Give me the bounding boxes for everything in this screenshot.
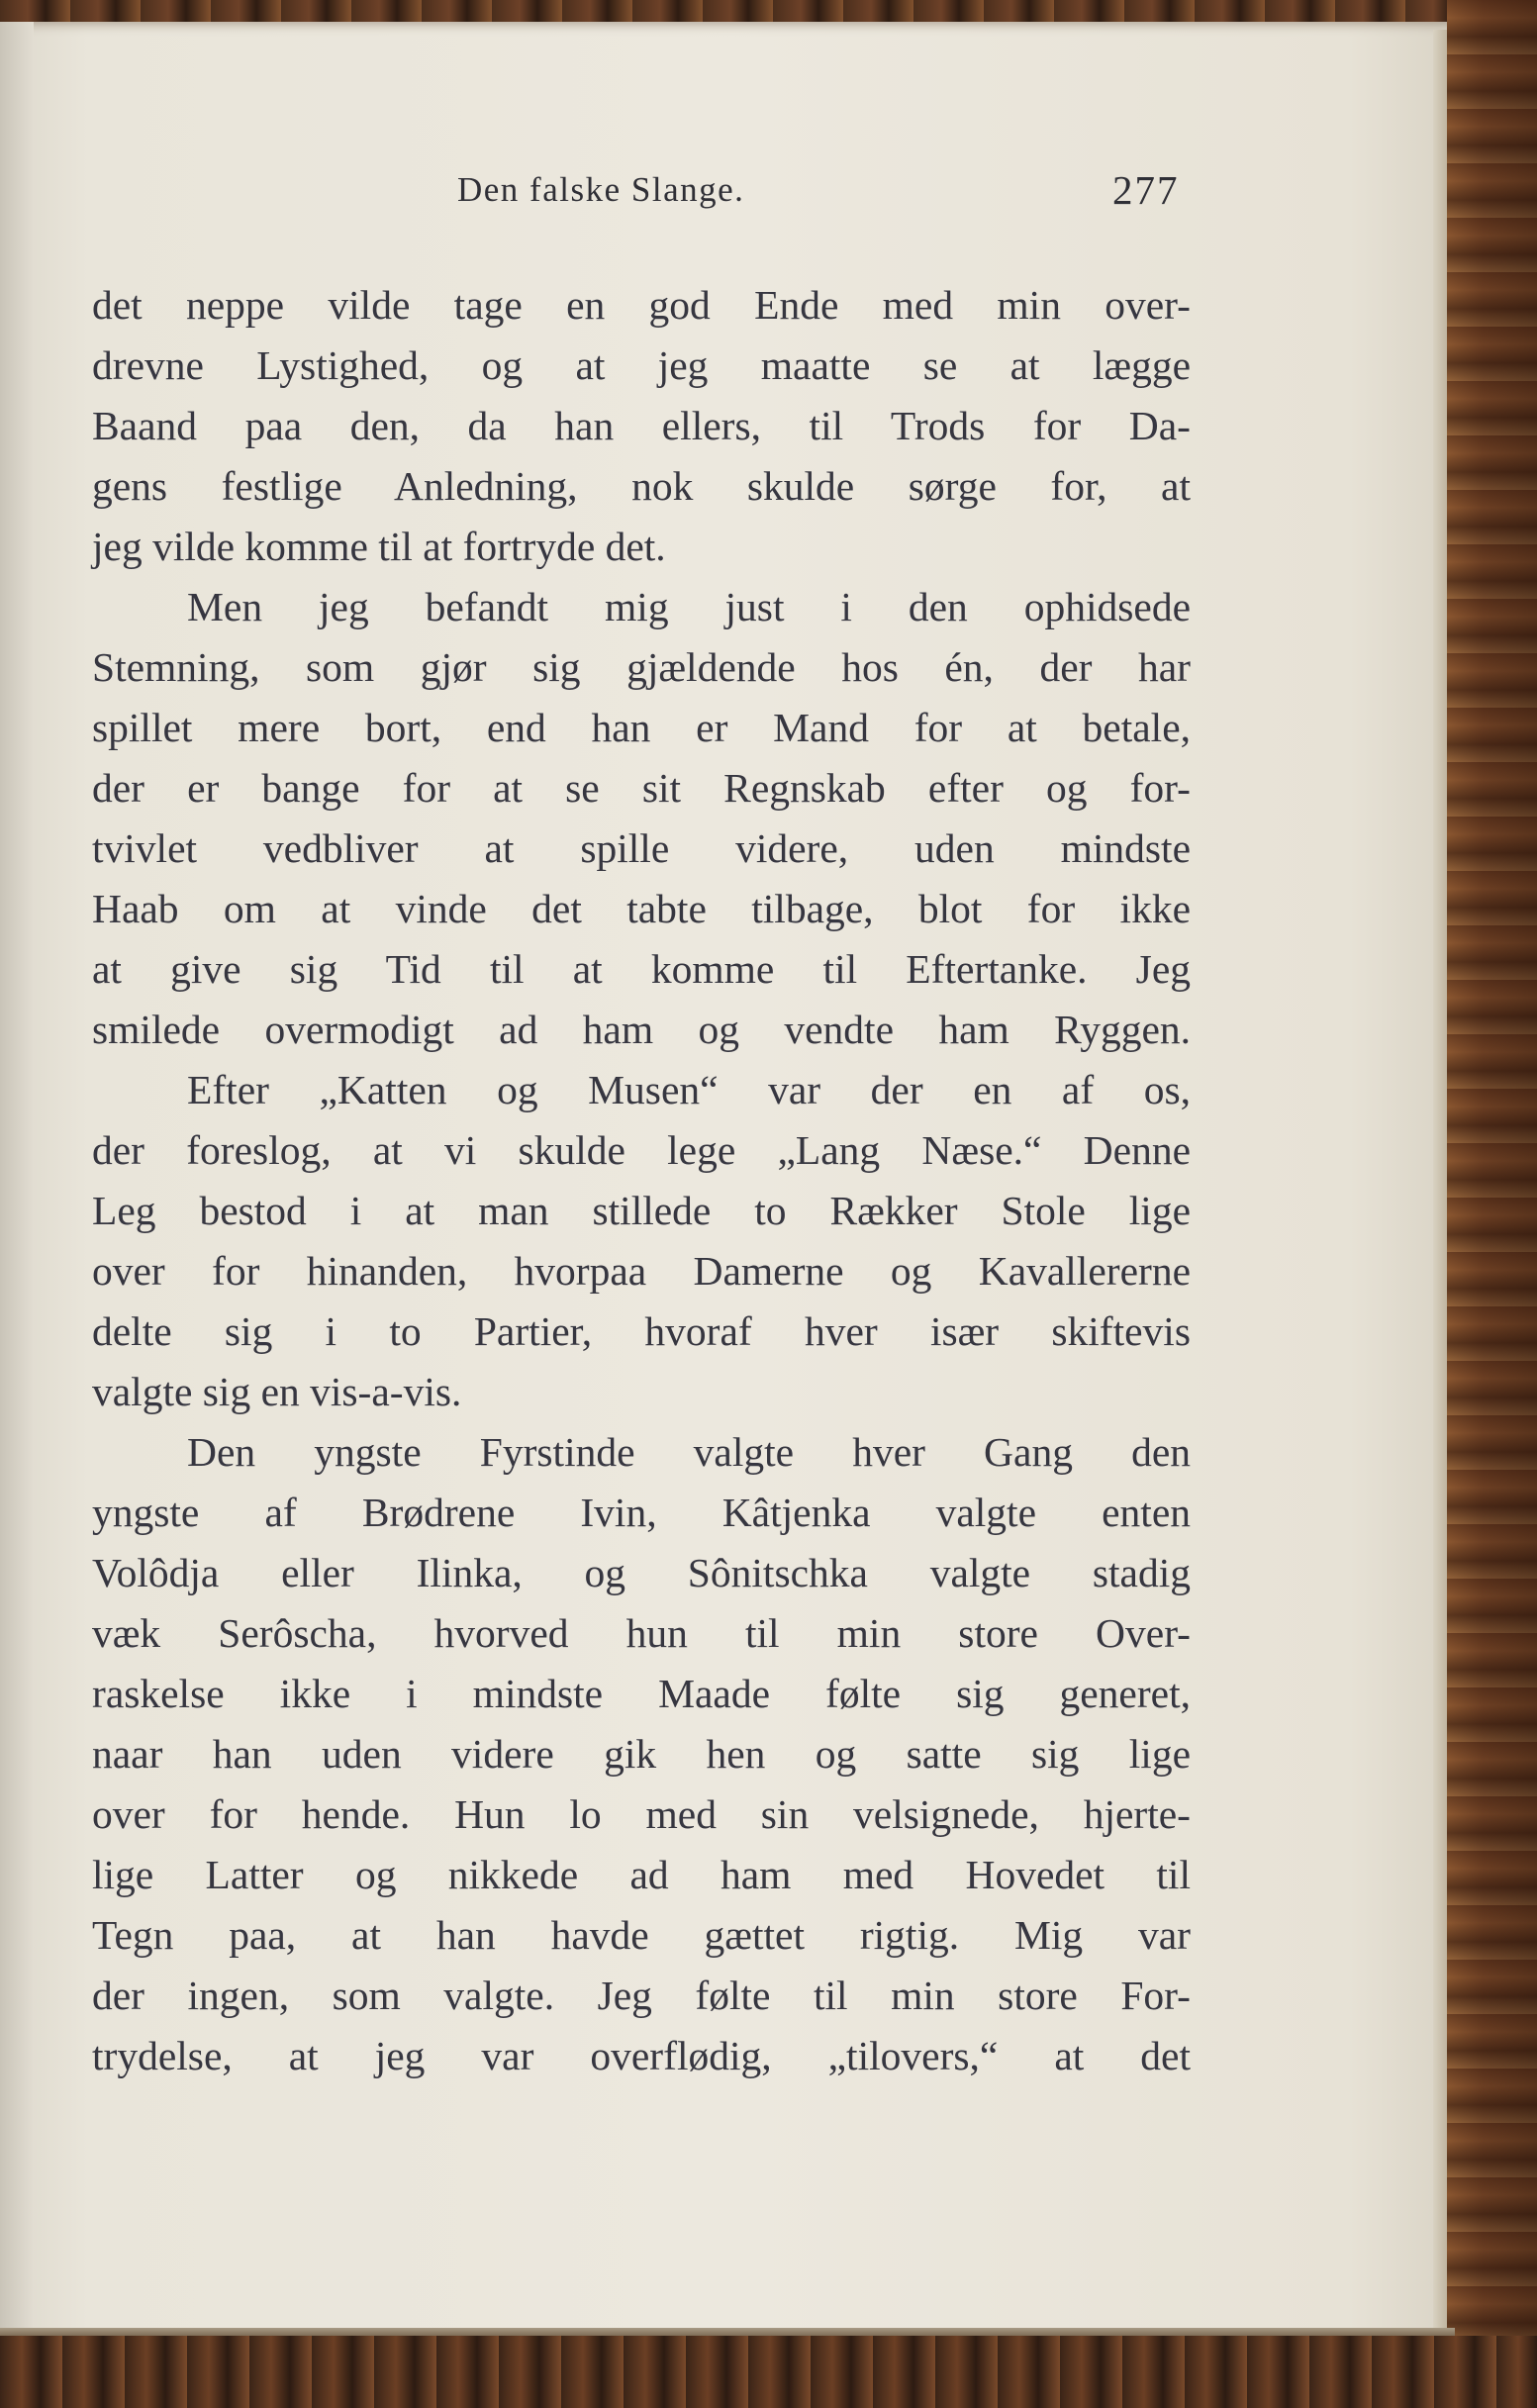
text-line: lige Latter og nikkede ad ham med Hovedet til xyxy=(92,1852,1191,1897)
text-line: at give sig Tid til at komme til Eftertanke. Jeg xyxy=(92,946,1191,992)
text-line: det neppe vilde tage en god Ende med min over- xyxy=(92,282,1191,328)
text-line: over for hende. Hun lo med sin velsignede, hjerte- xyxy=(92,1791,1191,1837)
text-line: væk Serôscha, hvorved hun til min store Over- xyxy=(92,1610,1191,1656)
text-line: Baand paa den, da han ellers, til Trods for Da- xyxy=(92,403,1191,448)
page-header xyxy=(0,166,1465,226)
text-line: Efter „Katten og Musen“ var der en af os, xyxy=(187,1067,1191,1112)
text-line: Haab om at vinde det tabte tilbage, blot for ikke xyxy=(92,886,1191,931)
book-spine xyxy=(1447,0,1537,2408)
text-line: trydelse, at jeg var overflødig, „tilovers,“ at det xyxy=(92,2033,1191,2078)
page-number: 277 xyxy=(1112,167,1180,213)
text-line: naar han uden videre gik hen og satte sig lige xyxy=(92,1731,1191,1777)
text-line: Den yngste Fyrstinde valgte hver Gang den xyxy=(187,1429,1191,1475)
binding-shadow xyxy=(0,22,34,2362)
text-line: der er bange for at se sit Regnskab efter og for- xyxy=(92,765,1191,811)
text-line: delte sig i to Partier, hvoraf hver især skiftevis xyxy=(92,1308,1191,1354)
text-line: raskelse ikke i mindste Maade følte sig generet, xyxy=(92,1671,1191,1716)
text-line: Tegn paa, at han havde gættet rigtig. Mig var xyxy=(92,1912,1191,1958)
text-line: drevne Lystighed, og at jeg maatte se at lægge xyxy=(92,342,1191,388)
running-title: Den falske Slange. xyxy=(457,170,745,209)
text-line: over for hinanden, hvorpaa Damerne og Kavallererne xyxy=(92,1248,1191,1294)
body-text xyxy=(92,275,1191,2086)
text-line: der ingen, som valgte. Jeg følte til min store For- xyxy=(92,1973,1191,2018)
text-line: Leg bestod i at man stillede to Rækker Stole lige xyxy=(92,1188,1191,1233)
text-line: valgte sig en vis-a-vis. xyxy=(92,1369,462,1414)
text-line: Volôdja eller Ilinka, og Sônitschka valgte stadig xyxy=(92,1550,1191,1595)
text-line: gens festlige Anledning, nok skulde sørge for, at xyxy=(92,463,1191,509)
text-line: spillet mere bort, end han er Mand for at betale, xyxy=(92,705,1191,750)
top-page-edge xyxy=(0,0,1537,24)
text-line: der foreslog, at vi skulde lege „Lang Næse.“ Denne xyxy=(92,1127,1191,1173)
text-line: smilede overmodigt ad ham og vendte ham Ryggen. xyxy=(92,1007,1191,1052)
text-line: jeg vilde komme til at fortryde det. xyxy=(92,524,666,569)
text-line: Stemning, som gjør sig gjældende hos én, der har xyxy=(92,644,1191,690)
text-line: yngste af Brødrene Ivin, Kâtjenka valgte enten xyxy=(92,1490,1191,1535)
text-line: tvivlet vedbliver at spille videre, uden mindste xyxy=(92,825,1191,871)
text-line: Men jeg befandt mig just i den ophidsede xyxy=(187,584,1191,629)
bottom-book-edge xyxy=(0,2336,1537,2408)
